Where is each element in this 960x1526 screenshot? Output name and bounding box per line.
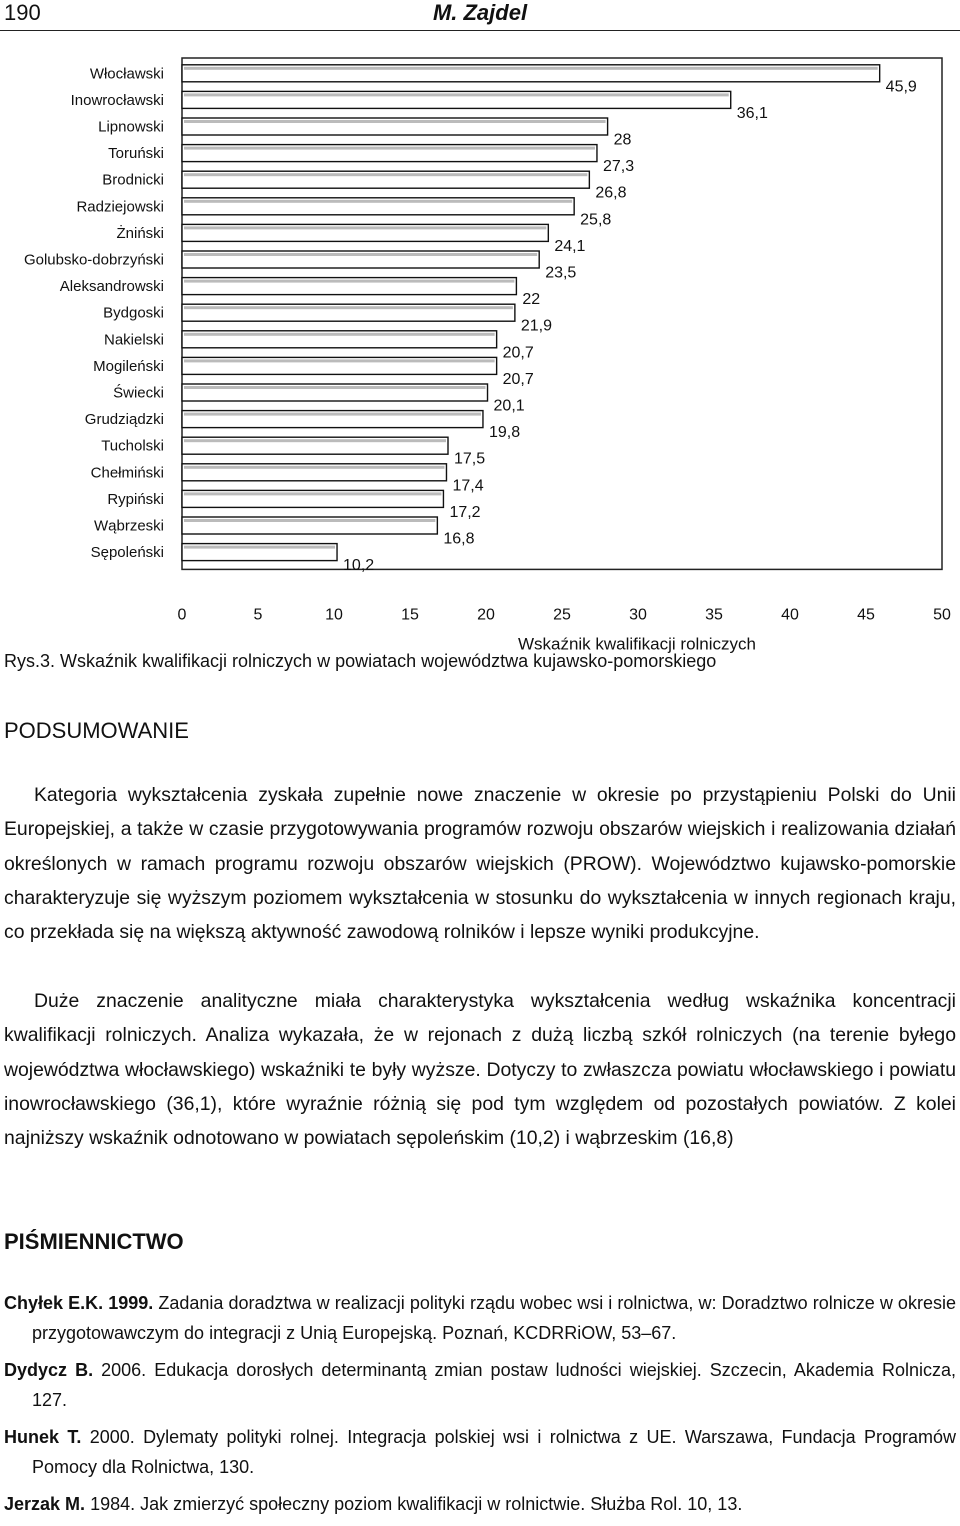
data-label: 17,2 xyxy=(449,503,481,521)
category-label: Świecki xyxy=(113,384,164,402)
data-label: 20,7 xyxy=(502,370,534,388)
tick-label: 45 xyxy=(857,606,875,624)
reference-item xyxy=(4,1489,956,1519)
summary-paragraph-2: Duże znaczenie analityczne miała charakterystyka wykształcenia według wskaźnika koncentracji kwalifikacji rolniczych. Analiza wykazała, że w rejonach z dużą liczbą szkół rolniczych (na terenie byłego województwa włocławskiego) wskaźniki te były wyższe. Dotyczy to zwłaszcza powiatu włocławskiego i powiatu inowrocławskiego (36,1), które wyraźnie różnią się pod tym względem od pozostałych powiatów. Z kolei najniższy wskaźnik odnotowano w powiatach sępoleńskim (10,2) i wąbrzeskim (16,8) xyxy=(4,990,956,1150)
tick-label: 25 xyxy=(553,606,571,624)
bar-chart xyxy=(0,50,960,654)
bar-highlight xyxy=(184,120,606,123)
x-axis-title: Wskaźnik kwalifikacji rolniczych xyxy=(517,634,756,654)
tick-label: 40 xyxy=(781,606,799,624)
category-label: Rypiński xyxy=(107,490,164,508)
header-rule xyxy=(0,30,960,31)
reference-text: 2000. Dylematy polityki rolnej. Integracja polskiej wsi i rolnictwa z UE. Warszawa, Fundacja Programów Pomocy dla Rolnictwa, 130. xyxy=(32,1427,956,1477)
tick-label: 30 xyxy=(629,606,647,624)
bar-highlight xyxy=(184,280,514,283)
data-label: 20,7 xyxy=(502,344,534,362)
category-label: Tucholski xyxy=(101,437,164,455)
category-label: Brodnicki xyxy=(102,171,164,189)
reference-text: 2006. Edukacja dorosłych determinantą zmian postaw ludności wiejskiej. Szczecin, Akademia Rolnicza, 127. xyxy=(32,1360,956,1410)
page-header xyxy=(0,0,960,34)
bar-highlight xyxy=(184,546,335,549)
data-label: 26,8 xyxy=(595,184,627,202)
bar-highlight xyxy=(184,466,444,469)
figure-caption: Rys.3. Wskaźnik kwalifikacji rolniczych w powiatach województwa kujawsko-pomorskiego xyxy=(4,651,717,671)
category-label: Golubsko-dobrzyński xyxy=(23,251,164,269)
bar-highlight xyxy=(184,253,537,256)
category-label: Inowrocławski xyxy=(70,91,164,109)
reference-author: Jerzak M. xyxy=(4,1494,86,1514)
bar-highlight xyxy=(184,519,435,522)
category-label: Toruński xyxy=(108,145,164,163)
bar-highlight xyxy=(184,226,546,229)
reference-item xyxy=(4,1288,956,1348)
summary-heading: PODSUMOWANIE xyxy=(4,718,189,743)
bar-highlight xyxy=(184,147,595,150)
bar-highlight xyxy=(184,306,513,309)
tick-label: 15 xyxy=(401,606,419,624)
bar-highlight xyxy=(184,200,572,203)
category-label: Włocławski xyxy=(89,65,164,83)
bibliography-heading: PIŚMIENNICTWO xyxy=(4,1229,184,1254)
bar-highlight xyxy=(184,439,446,442)
category-label: Radziejowski xyxy=(76,198,164,216)
bar-highlight xyxy=(184,492,441,495)
category-label: Wąbrzeski xyxy=(93,517,164,535)
data-label: 45,9 xyxy=(885,78,917,96)
category-label: Żniński xyxy=(116,224,164,242)
data-label: 21,9 xyxy=(520,317,553,335)
tick-label: 10 xyxy=(325,606,343,624)
reference-text: 1984. Jak zmierzyć społeczny poziom kwalifikacji w rolnictwie. Służba Rol. 10, 13. xyxy=(90,1494,743,1514)
data-label: 17,4 xyxy=(452,477,484,495)
category-label: Mogileński xyxy=(93,357,164,375)
category-label: Sępoleński xyxy=(90,544,164,562)
tick-label: 5 xyxy=(253,606,263,624)
data-label: 22 xyxy=(522,291,541,309)
category-label: Bydgoski xyxy=(103,304,164,322)
data-label: 23,5 xyxy=(545,264,577,282)
bar-highlight xyxy=(184,93,729,96)
category-label: Nakielski xyxy=(103,331,164,349)
summary-paragraph-1: Kategoria wykształcenia zyskała zupełnie nowe znaczenie w okresie po przystąpieniu Polski do Unii Europejskiej, a także w czasie przygotowywania programów rozwoju obszarów wiejskich i realizowania działań określonych w ramach programu rozwoju obszarów wiejskich (PROW). Województwo kujawsko-pomorskie charakteryzuje się wyższym poziomem wykształcenia w stosunku do wykształcenia w innych regionach kraju, co przekłada się na większą aktywność zawodową rolników i lepsze wyniki produkcyjne. xyxy=(4,784,956,944)
data-label: 36,1 xyxy=(736,104,768,122)
bar-highlight xyxy=(184,67,878,70)
reference-item xyxy=(4,1355,956,1415)
tick-label: 0 xyxy=(177,606,187,624)
bar-highlight xyxy=(184,386,486,389)
data-label: 27,3 xyxy=(602,158,635,176)
bar-highlight xyxy=(184,173,587,176)
category-label: Aleksandrowski xyxy=(59,278,164,296)
bibliography-list xyxy=(4,1288,956,1526)
bar-highlight xyxy=(184,333,495,336)
data-label: 19,8 xyxy=(488,424,521,442)
tick-label: 20 xyxy=(477,606,495,624)
running-head-author: M. Zajdel xyxy=(432,0,528,25)
category-label: Chełmiński xyxy=(90,464,164,482)
category-label: Lipnowski xyxy=(98,118,164,136)
data-label: 28 xyxy=(613,131,632,149)
data-label: 20,1 xyxy=(493,397,525,415)
reference-item xyxy=(4,1422,956,1482)
bar-highlight xyxy=(184,413,481,416)
reference-author: Hunek T. xyxy=(4,1427,82,1447)
bar-highlight xyxy=(184,359,495,362)
reference-author: Chyłek E.K. 1999. xyxy=(4,1293,154,1313)
reference-author: Dydycz B. xyxy=(4,1360,94,1380)
data-label: 17,5 xyxy=(454,450,486,468)
data-label: 25,8 xyxy=(580,211,612,229)
page-number: 190 xyxy=(4,0,41,25)
data-label: 24,1 xyxy=(554,237,586,255)
data-label: 10,2 xyxy=(343,557,375,575)
reference-text: Zadania doradztwa w realizacji polityki rządu wobec wsi i rolnictwa, w: Doradztwo rolnicze w okresie przygotowawczym do integracji z Unią Europejską. Poznań, KCDRRiOW, 53–67. xyxy=(32,1293,956,1343)
tick-label: 50 xyxy=(933,606,951,624)
tick-label: 35 xyxy=(705,606,723,624)
data-label: 16,8 xyxy=(443,530,475,548)
category-label: Grudziądzki xyxy=(84,411,164,429)
